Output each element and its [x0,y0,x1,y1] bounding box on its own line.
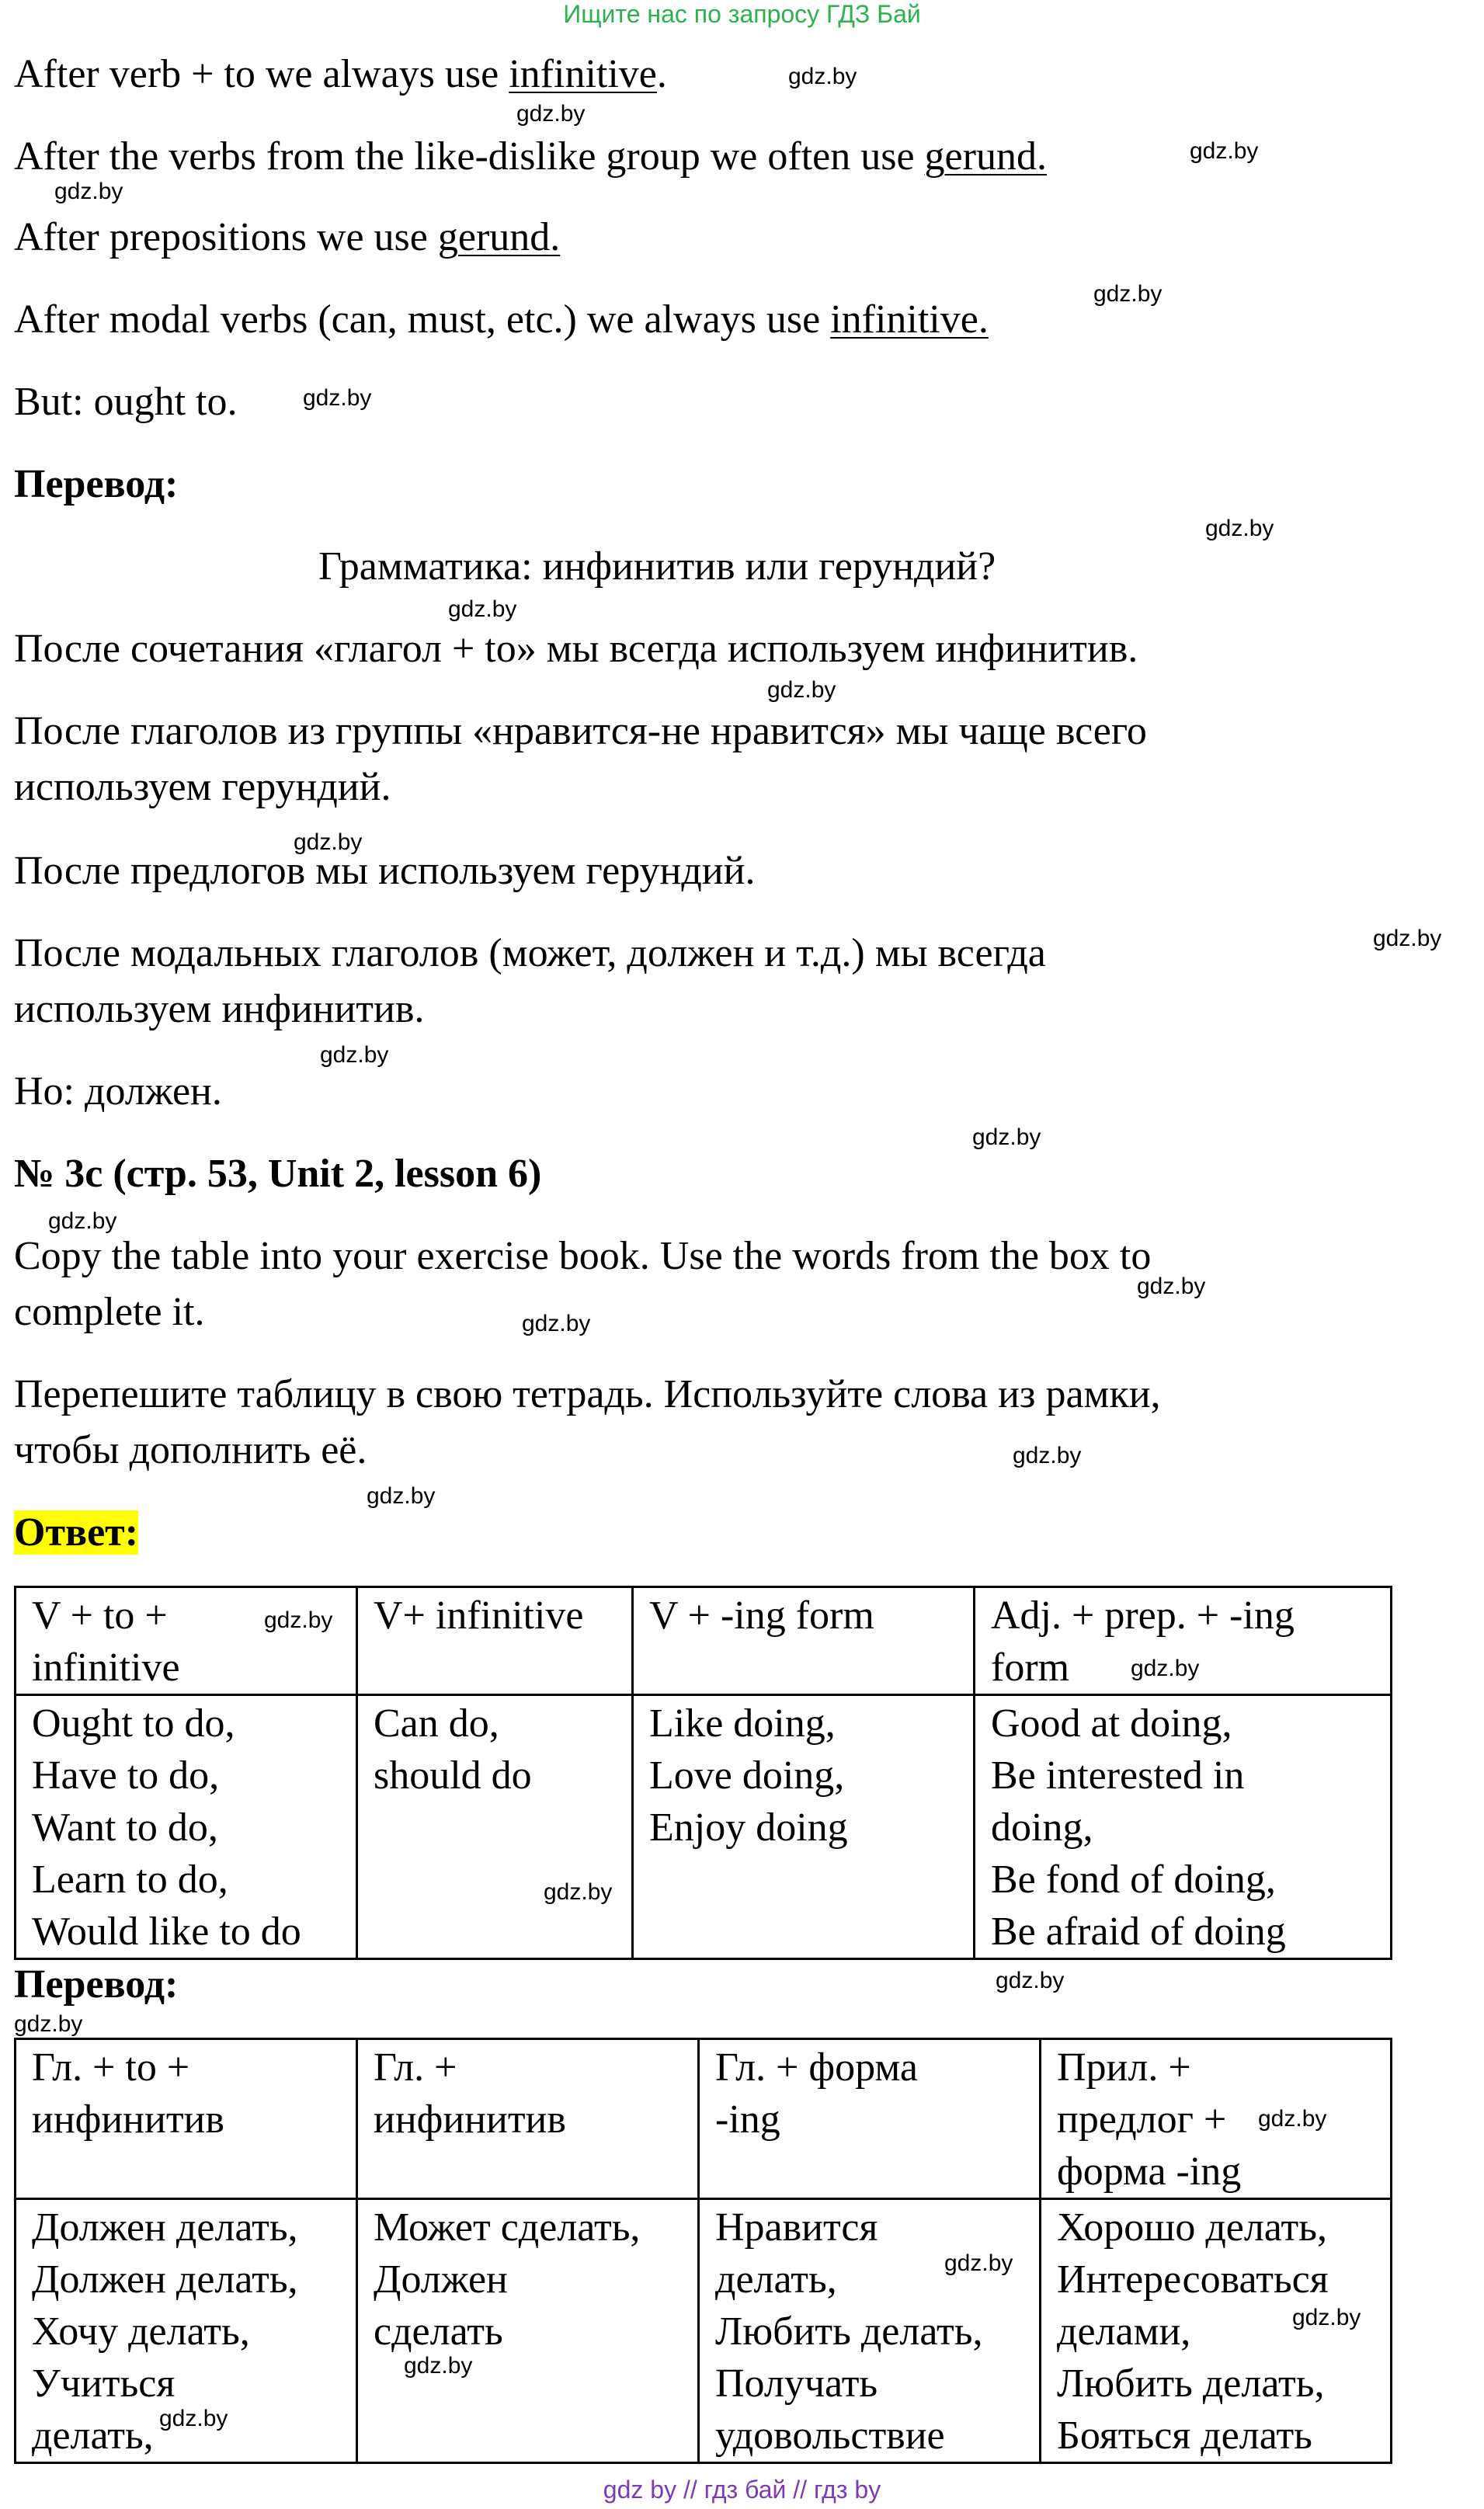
table-header-cell: Гл. + to + инфинитив [16,2039,357,2199]
answer-table-en [14,1586,1392,1960]
watermark: gdz.by [320,1042,389,1068]
table-row [16,1695,1392,1959]
watermark: gdz.by [1205,516,1274,541]
watermark: gdz.by [996,1968,1065,1993]
watermark: gdz.by [264,1607,333,1633]
watermark: gdz.by [294,829,363,855]
watermark: gdz.by [48,1208,117,1234]
exercise-task-line-2: complete it. [14,1290,205,1334]
table-cell: Can do, should do [357,1695,633,1959]
watermark: gdz.by [767,677,836,703]
exercise-task-ru-line-2: чтобы дополнить её. [14,1428,367,1472]
translation-title: Грамматика: инфинитив или герундий? [318,544,996,589]
rule-2: After the verbs from the like-dislike group we often use gerund. [14,134,1047,179]
table-header-cell: V + -ing form [633,1587,975,1695]
watermark: gdz.by [367,1483,436,1509]
watermark: gdz.by [1093,281,1163,307]
rule-5: But: ought to. [14,380,238,424]
translation-heading: Перевод: [14,462,179,506]
table-header-cell: V + to + infinitive [16,1587,357,1695]
table-header-cell: Прил. + предлог + форма -ing [1041,2039,1392,2199]
watermark: gdz.by [788,64,857,89]
watermark: gdz.by [404,2353,473,2379]
exercise-heading: № 3c (стр. 53, Unit 2, lesson 6) [14,1152,542,1196]
watermark: gdz.by [1292,2305,1361,2330]
table-header-row [16,2039,1392,2199]
translation-line-2b: используем герундий. [14,765,391,809]
watermark: gdz.by [544,1879,613,1905]
translation-line-4b: используем инфинитив. [14,987,425,1031]
watermark: gdz.by [1190,138,1259,164]
translation2-heading: Перевод: [14,1962,179,2007]
table-cell: Good at doing, Be interested in doing, Be fond of doing, Be afraid of doing [975,1695,1392,1959]
table-header-cell: V+ infinitive [357,1587,633,1695]
table-cell: Нравится делать, Любить делать, Получать удовольствие [699,2199,1041,2463]
translation-line-2a: После глаголов из группы «нравится-не нравится» мы чаще всего [14,709,1147,753]
watermark: gdz.by [1373,926,1442,951]
table-cell: Ought to do, Have to do, Want to do, Learn to do, Would like to do [16,1695,357,1959]
watermark: gdz.by [522,1311,591,1336]
watermark: gdz.by [448,596,517,622]
watermark: gdz.by [1131,1656,1200,1681]
watermark: gdz.by [14,2011,83,2037]
answer-label: Ответ: [14,1510,139,1555]
watermark: gdz.by [1258,2106,1327,2132]
exercise-task-line-1: Copy the table into your exercise book. Use the words from the box to [14,1234,1152,1278]
exercise-task-ru-line-1: Перепешите таблицу в свою тетрадь. Используйте слова из рамки, [14,1372,1161,1416]
table-cell: Like doing, Love doing, Enjoy doing [633,1695,975,1959]
watermark: gdz.by [516,101,586,127]
translation-line-5: Но: должен. [14,1069,222,1114]
watermark: gdz.by [54,179,123,204]
translation-line-4a: После модальных глаголов (может, должен и т.д.) мы всегда [14,931,1046,975]
table-header-cell: Гл. + форма -ing [699,2039,1041,2199]
watermark: gdz.by [944,2250,1013,2276]
translation-line-3: После предлогов мы используем герундий. [14,849,756,893]
table-cell: Должен делать, Должен делать, Хочу делать, Учиться делать, [16,2199,357,2463]
table-cell: Может сделать, Должен сделать [357,2199,699,2463]
translation-line-1: После сочетания «глагол + to» мы всегда используем инфинитив. [14,627,1138,671]
watermark: gdz.by [159,2406,228,2431]
watermark: gdz.by [1013,1443,1082,1468]
watermark: gdz.by [972,1124,1041,1150]
watermark: gdz.by [303,385,372,411]
answer-table-ru [14,2038,1392,2464]
watermark: gdz.by [1137,1274,1206,1299]
table-cell: Хорошо делать, Интересоваться делами, Любить делать, Бояться делать [1041,2199,1392,2463]
table-header-cell: Гл. + инфинитив [357,2039,699,2199]
site-header: Ищите нас по запросу ГДЗ Бай [563,0,921,28]
rule-3: After prepositions we use gerund. [14,215,561,259]
rule-1: After verb + to we always use infinitive. [14,52,667,96]
rule-4: After modal verbs (can, must, etc.) we always use infinitive. [14,297,989,342]
table-header-cell: Adj. + prep. + -ing form [975,1587,1392,1695]
site-footer: gdz by // гдз бай // гдз by [603,2476,881,2504]
